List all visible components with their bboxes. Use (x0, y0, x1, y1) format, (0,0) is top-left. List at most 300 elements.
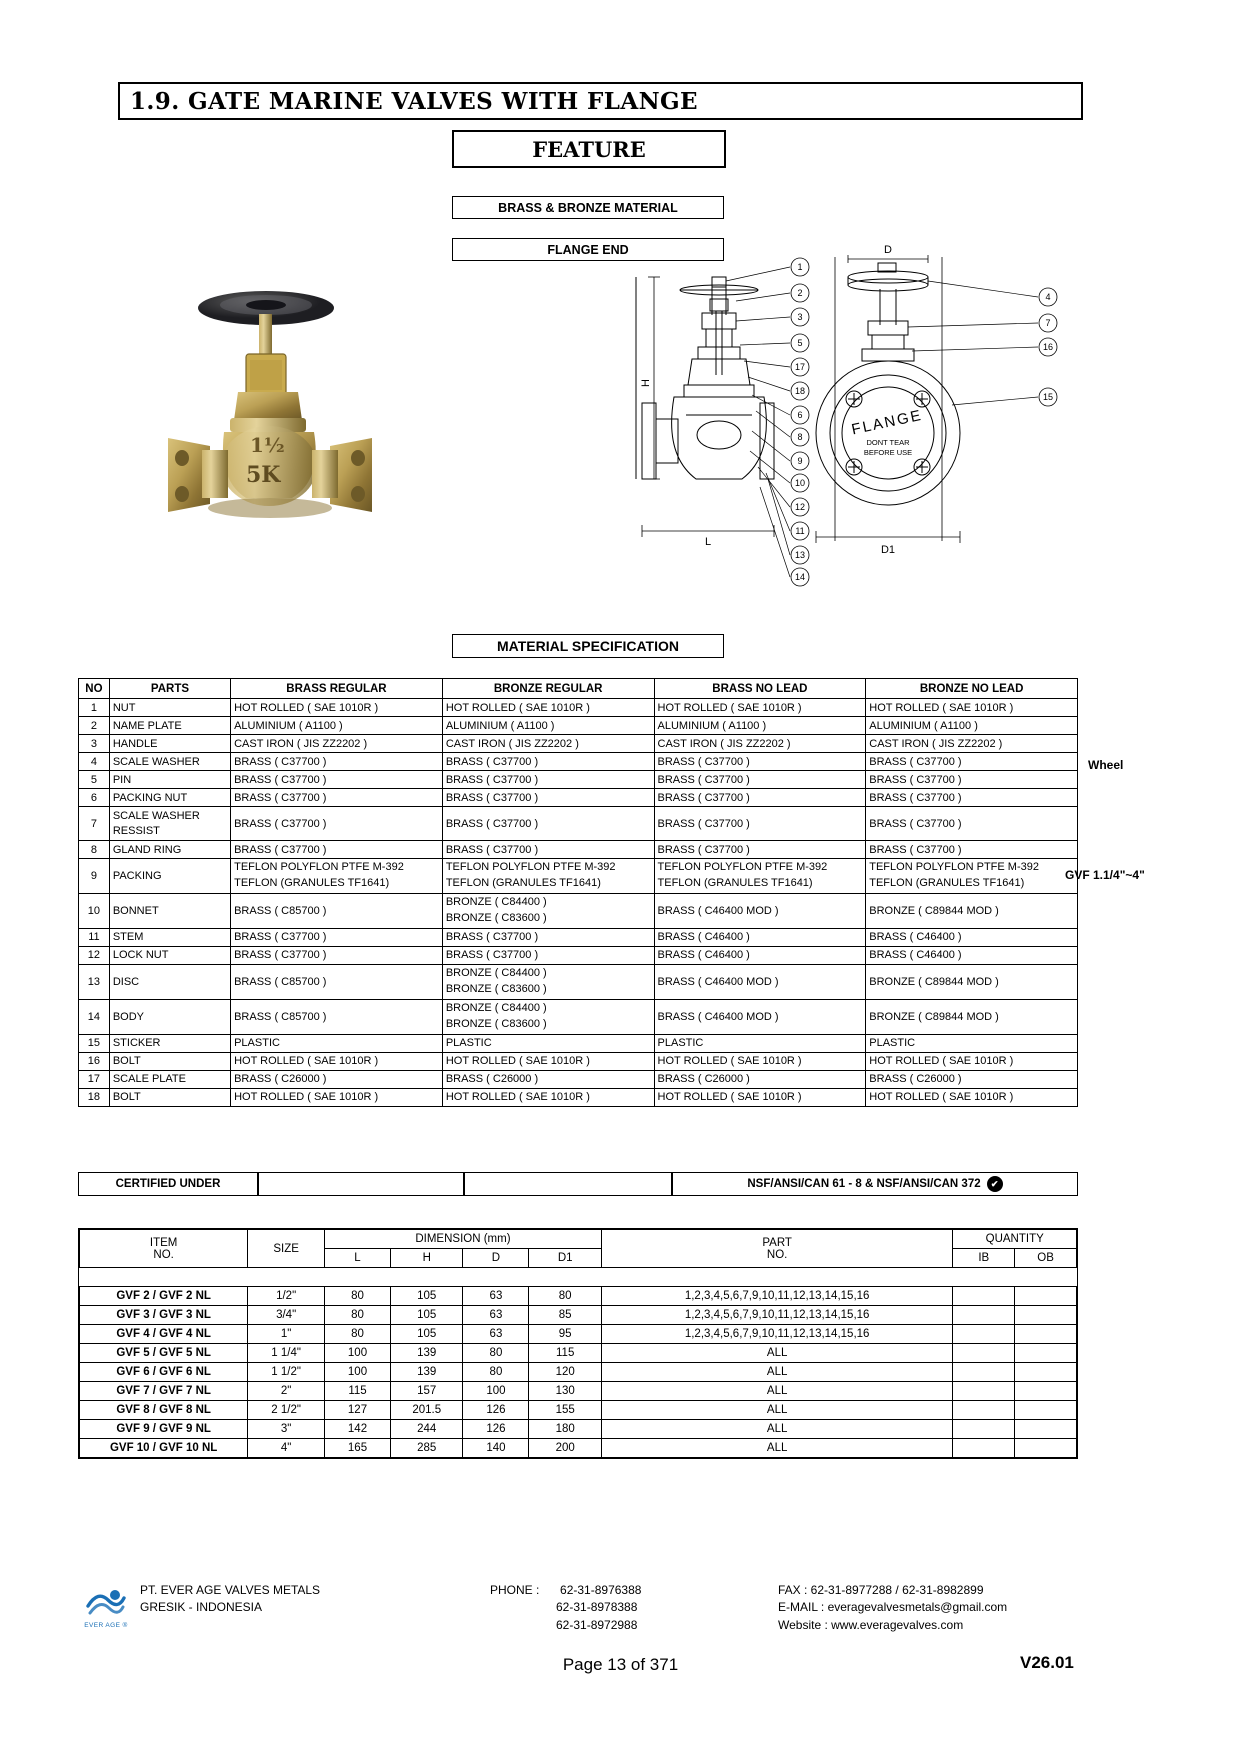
material-row-bronze-no-lead: HOT ROLLED ( SAE 1010R ) (866, 699, 1078, 717)
material-row-part: SCALE WASHER (109, 753, 230, 771)
dim-row-H: 105 (391, 1306, 463, 1325)
col-parts: PARTS (109, 679, 230, 699)
material-row-bronze-regular: BRASS ( C26000 ) (442, 1070, 654, 1088)
material-row-brass-no-lead: ALUMINIUM ( A1100 ) (654, 717, 866, 735)
page-title-text: 1.9. GATE MARINE VALVES WITH FLANGE (130, 87, 698, 115)
material-row-brass-regular: TEFLON POLYFLON PTFE M-392 TEFLON (GRANULES TF1641) (231, 859, 443, 894)
material-row-brass-regular: BRASS ( C37700 ) (231, 928, 443, 946)
page-number: Page 13 of 371 (562, 1655, 679, 1674)
table-row (79, 789, 1078, 807)
material-row-brass-regular: BRASS ( C85700 ) (231, 893, 443, 928)
dim-row-L: 100 (324, 1363, 390, 1382)
dim-row-part: 1,2,3,4,5,6,7,9,10,11,12,13,14,15,16 (601, 1287, 953, 1306)
svg-text:4: 4 (1045, 292, 1051, 302)
page-title (118, 82, 1083, 120)
material-row-no: 3 (79, 735, 110, 753)
svg-text:5: 5 (797, 338, 803, 348)
material-row-part: DISC (109, 964, 230, 999)
svg-text:15: 15 (1042, 392, 1054, 402)
dim-row-part: ALL (601, 1344, 953, 1363)
dim-row-ib (953, 1325, 1015, 1344)
material-row-bronze-no-lead: CAST IRON ( JIS ZZ2202 ) (866, 735, 1078, 753)
material-row-part: BOLT (109, 1052, 230, 1070)
dim-row-size: 1/2" (248, 1287, 325, 1306)
material-row-bronze-no-lead: BRASS ( C26000 ) (866, 1070, 1078, 1088)
dim-row-ob (1015, 1287, 1077, 1306)
footer-website: Website : www.everagevalves.com (778, 1617, 964, 1632)
material-row-bronze-regular: HOT ROLLED ( SAE 1010R ) (442, 1088, 654, 1106)
material-row-bronze-regular: HOT ROLLED ( SAE 1010R ) (442, 699, 654, 717)
table-row (79, 771, 1078, 789)
material-row-bronze-no-lead: HOT ROLLED ( SAE 1010R ) (866, 1088, 1078, 1106)
table-row (79, 699, 1078, 717)
dimension-header-row-1 (80, 1230, 1077, 1249)
dim-row-item: GVF 6 / GVF 6 NL (80, 1363, 248, 1382)
certified-value-text: NSF/ANSI/CAN 61 - 8 & NSF/ANSI/CAN 372 (747, 1178, 981, 1190)
footer-fax: FAX : 62-31-8977288 / 62-31-8982899 (778, 1583, 984, 1597)
dim-row-D1: 95 (529, 1325, 601, 1344)
material-row-bronze-regular: BRASS ( C37700 ) (442, 807, 654, 841)
feature-heading (452, 130, 726, 168)
note-wheel: Wheel (1088, 758, 1124, 772)
feature-material-label (452, 196, 724, 219)
dim-row-D: 100 (463, 1382, 529, 1401)
material-row-bronze-no-lead: HOT ROLLED ( SAE 1010R ) (866, 1052, 1078, 1070)
material-row-no: 1 (79, 699, 110, 717)
material-row-bronze-regular: BRONZE ( C84400 ) BRONZE ( C83600 ) (442, 964, 654, 999)
dim-row-D: 126 (463, 1420, 529, 1439)
material-row-bronze-no-lead: BRASS ( C37700 ) (866, 841, 1078, 859)
col-brass-no-lead: BRASS NO LEAD (654, 679, 866, 699)
material-row-brass-no-lead: PLASTIC (654, 1034, 866, 1052)
footer-phone-label: PHONE : (490, 1583, 540, 1597)
material-row-bronze-regular: BRASS ( C37700 ) (442, 841, 654, 859)
material-row-bronze-no-lead: ALUMINIUM ( A1100 ) (866, 717, 1078, 735)
material-row-part: BOLT (109, 1088, 230, 1106)
dim-col-D1: D1 (529, 1249, 601, 1268)
dim-row-ib (953, 1287, 1015, 1306)
dim-row-D1: 85 (529, 1306, 601, 1325)
dim-row-part: ALL (601, 1420, 953, 1439)
dim-row-ib (953, 1344, 1015, 1363)
svg-text:BEFORE USE: BEFORE USE (863, 448, 913, 457)
dim-row-ib (953, 1439, 1015, 1458)
dim-row-ob (1015, 1344, 1077, 1363)
dim-row-item: GVF 8 / GVF 8 NL (80, 1401, 248, 1420)
table-row (79, 859, 1078, 894)
dim-row-L: 80 (324, 1325, 390, 1344)
material-row-bronze-no-lead: PLASTIC (866, 1034, 1078, 1052)
material-row-part: PIN (109, 771, 230, 789)
material-row-brass-no-lead: BRASS ( C37700 ) (654, 807, 866, 841)
material-row-bronze-no-lead: BRASS ( C37700 ) (866, 807, 1078, 841)
table-row (79, 946, 1078, 964)
table-row (79, 1070, 1078, 1088)
col-brass-regular: BRASS REGULAR (231, 679, 443, 699)
material-spec-heading-text: MATERIAL SPECIFICATION (497, 638, 679, 654)
material-row-bronze-regular: BRASS ( C37700 ) (442, 928, 654, 946)
material-row-bronze-no-lead: BRONZE ( C89844 MOD ) (866, 999, 1078, 1034)
material-row-brass-regular: HOT ROLLED ( SAE 1010R ) (231, 1052, 443, 1070)
material-row-bronze-regular: BRASS ( C37700 ) (442, 771, 654, 789)
material-row-bronze-no-lead: BRASS ( C37700 ) (866, 771, 1078, 789)
material-row-no: 2 (79, 717, 110, 735)
dim-row-size: 2 1/2" (248, 1401, 325, 1420)
material-row-part: STEM (109, 928, 230, 946)
certified-label: CERTIFIED UNDER (78, 1172, 258, 1196)
dim-col-H: H (391, 1249, 463, 1268)
table-row (79, 841, 1078, 859)
dim-col-dimension: DIMENSION (mm) (324, 1230, 601, 1249)
dim-row-size: 3" (248, 1420, 325, 1439)
dim-row-size: 1 1/4" (248, 1344, 325, 1363)
material-row-brass-no-lead: BRASS ( C37700 ) (654, 771, 866, 789)
material-row-no: 11 (79, 928, 110, 946)
material-row-brass-no-lead: BRASS ( C46400 MOD ) (654, 893, 866, 928)
svg-text:9: 9 (797, 456, 803, 466)
table-row (80, 1439, 1077, 1458)
dimension-table (79, 1229, 1077, 1458)
material-row-brass-no-lead: HOT ROLLED ( SAE 1010R ) (654, 1052, 866, 1070)
material-row-no: 15 (79, 1034, 110, 1052)
svg-text:2: 2 (797, 288, 803, 298)
material-row-no: 14 (79, 999, 110, 1034)
dim-row-D: 63 (463, 1325, 529, 1344)
dim-row-item: GVF 3 / GVF 3 NL (80, 1306, 248, 1325)
ever-age-swirl-icon (84, 1586, 128, 1620)
footer-phone-block (490, 1582, 641, 1634)
dim-row-H: 244 (391, 1420, 463, 1439)
certified-value (672, 1172, 1078, 1196)
dim-row-L: 80 (324, 1287, 390, 1306)
svg-text:6: 6 (797, 410, 803, 420)
company-logo (78, 1580, 134, 1634)
material-row-no: 17 (79, 1070, 110, 1088)
dim-row-size: 2" (248, 1382, 325, 1401)
feature-material-text: BRASS & BRONZE MATERIAL (498, 200, 678, 215)
material-row-bronze-regular: HOT ROLLED ( SAE 1010R ) (442, 1052, 654, 1070)
svg-text:14: 14 (794, 572, 806, 582)
svg-text:5K: 5K (246, 462, 281, 488)
dim-row-H: 285 (391, 1439, 463, 1458)
dim-row-L: 115 (324, 1382, 390, 1401)
material-row-brass-no-lead: BRASS ( C37700 ) (654, 789, 866, 807)
material-row-part: STICKER (109, 1034, 230, 1052)
dim-row-ib (953, 1306, 1015, 1325)
footer-email: E-MAIL : everagevalvesmetals@gmail.com (778, 1600, 1008, 1615)
material-row-brass-regular: PLASTIC (231, 1034, 443, 1052)
dim-row-part: ALL (601, 1363, 953, 1382)
footer-company: PT. EVER AGE VALVES METALS (140, 1583, 321, 1597)
dim-col-quantity: QUANTITY (953, 1230, 1077, 1249)
svg-text:11: 11 (795, 526, 805, 536)
dim-row-D1: 115 (529, 1344, 601, 1363)
material-row-bronze-regular: TEFLON POLYFLON PTFE M-392 TEFLON (GRANULES TF1641) (442, 859, 654, 894)
table-row (80, 1287, 1077, 1306)
table-row (80, 1325, 1077, 1344)
material-row-brass-regular: BRASS ( C37700 ) (231, 771, 443, 789)
table-row (80, 1344, 1077, 1363)
dim-row-D: 63 (463, 1287, 529, 1306)
material-row-part: BONNET (109, 893, 230, 928)
table-row (79, 1034, 1078, 1052)
dim-row-L: 80 (324, 1306, 390, 1325)
dim-row-ob (1015, 1439, 1077, 1458)
dim-row-D: 140 (463, 1439, 529, 1458)
svg-text:D1: D1 (880, 544, 896, 556)
material-row-part: LOCK NUT (109, 946, 230, 964)
material-row-bronze-regular: BRONZE ( C84400 ) BRONZE ( C83600 ) (442, 999, 654, 1034)
dim-col-L: L (324, 1249, 390, 1268)
col-bronze-regular: BRONZE REGULAR (442, 679, 654, 699)
svg-text:13: 13 (794, 550, 806, 560)
material-row-bronze-no-lead: BRONZE ( C89844 MOD ) (866, 964, 1078, 999)
dim-col-D: D (463, 1249, 529, 1268)
dim-row-item: GVF 10 / GVF 10 NL (80, 1439, 248, 1458)
dim-row-D: 126 (463, 1401, 529, 1420)
dim-row-D1: 120 (529, 1363, 601, 1382)
dim-row-D1: 200 (529, 1439, 601, 1458)
dim-col-item-line2: NO. (153, 1248, 174, 1261)
dim-row-ob (1015, 1306, 1077, 1325)
dim-col-size: SIZE (248, 1230, 325, 1268)
material-spec-heading (452, 634, 724, 658)
material-row-bronze-no-lead: BRASS ( C37700 ) (866, 789, 1078, 807)
dim-row-part: 1,2,3,4,5,6,7,9,10,11,12,13,14,15,16 (601, 1325, 953, 1344)
material-row-brass-regular: CAST IRON ( JIS ZZ2202 ) (231, 735, 443, 753)
nsf-logo-icon: ✔ (987, 1176, 1003, 1192)
material-row-bronze-no-lead: BRASS ( C37700 ) (866, 753, 1078, 771)
material-row-bronze-no-lead: BRASS ( C46400 ) (866, 946, 1078, 964)
dim-row-part: ALL (601, 1382, 953, 1401)
table-row (79, 893, 1078, 928)
material-row-bronze-regular: CAST IRON ( JIS ZZ2202 ) (442, 735, 654, 753)
dim-row-item: GVF 4 / GVF 4 NL (80, 1325, 248, 1344)
material-row-brass-no-lead: BRASS ( C46400 MOD ) (654, 964, 866, 999)
dim-row-D1: 155 (529, 1401, 601, 1420)
material-row-part: SCALE WASHER RESSIST (109, 807, 230, 841)
footer-phone-2: 62-31-8978388 (556, 1600, 638, 1615)
feature-heading-text: FEATURE (532, 136, 646, 162)
material-row-brass-regular: BRASS ( C37700 ) (231, 841, 443, 859)
table-row (80, 1306, 1077, 1325)
material-row-part: BODY (109, 999, 230, 1034)
material-row-brass-regular: BRASS ( C37700 ) (231, 807, 443, 841)
dim-row-part: ALL (601, 1401, 953, 1420)
dimension-spacer-row (80, 1268, 1077, 1287)
material-row-brass-no-lead: BRASS ( C37700 ) (654, 753, 866, 771)
material-row-no: 16 (79, 1052, 110, 1070)
material-row-brass-no-lead: BRASS ( C46400 ) (654, 946, 866, 964)
dim-row-H: 105 (391, 1287, 463, 1306)
material-row-bronze-regular: BRASS ( C37700 ) (442, 946, 654, 964)
table-row (79, 999, 1078, 1034)
material-row-part: NAME PLATE (109, 717, 230, 735)
dim-row-L: 165 (324, 1439, 390, 1458)
material-row-part: SCALE PLATE (109, 1070, 230, 1088)
svg-text:L: L (704, 536, 712, 548)
svg-text:17: 17 (794, 362, 806, 372)
svg-text:10: 10 (794, 478, 806, 488)
dim-row-D1: 130 (529, 1382, 601, 1401)
table-row (79, 735, 1078, 753)
footer-phone-1: 62-31-8976388 (560, 1583, 642, 1597)
footer-phone-3: 62-31-8972988 (556, 1617, 638, 1632)
dim-row-ob (1015, 1363, 1077, 1382)
dim-row-part: 1,2,3,4,5,6,7,9,10,11,12,13,14,15,16 (601, 1306, 953, 1325)
certified-blank-1 (258, 1172, 464, 1196)
material-row-no: 9 (79, 859, 110, 894)
dim-row-L: 127 (324, 1401, 390, 1420)
svg-text:FLANGE: FLANGE (850, 406, 925, 439)
material-row-brass-regular: BRASS ( C26000 ) (231, 1070, 443, 1088)
material-row-no: 6 (79, 789, 110, 807)
table-row (79, 1052, 1078, 1070)
dim-col-IB: IB (953, 1249, 1015, 1268)
dim-row-ob (1015, 1382, 1077, 1401)
svg-text:1½: 1½ (250, 433, 285, 457)
material-row-bronze-no-lead: TEFLON POLYFLON PTFE M-392 TEFLON (GRANULES TF1641) (866, 859, 1078, 894)
material-row-part: PACKING NUT (109, 789, 230, 807)
material-row-no: 7 (79, 807, 110, 841)
dim-col-part-line2: NO. (766, 1248, 788, 1261)
dim-row-size: 1" (248, 1325, 325, 1344)
dim-row-H: 139 (391, 1344, 463, 1363)
dim-row-item: GVF 9 / GVF 9 NL (80, 1420, 248, 1439)
material-row-bronze-no-lead: BRASS ( C46400 ) (866, 928, 1078, 946)
table-row (80, 1420, 1077, 1439)
material-row-no: 8 (79, 841, 110, 859)
material-row-part: NUT (109, 699, 230, 717)
material-row-brass-regular: BRASS ( C85700 ) (231, 964, 443, 999)
material-row-no: 4 (79, 753, 110, 771)
material-row-bronze-regular: PLASTIC (442, 1034, 654, 1052)
table-row (80, 1382, 1077, 1401)
dim-row-L: 142 (324, 1420, 390, 1439)
material-row-no: 10 (79, 893, 110, 928)
dim-row-size: 1 1/2" (248, 1363, 325, 1382)
dim-row-H: 139 (391, 1363, 463, 1382)
dim-row-ob (1015, 1401, 1077, 1420)
material-row-brass-no-lead: BRASS ( C37700 ) (654, 841, 866, 859)
svg-text:D: D (884, 244, 892, 256)
svg-text:18: 18 (794, 386, 806, 396)
dim-row-ib (953, 1363, 1015, 1382)
table-row (79, 717, 1078, 735)
dim-row-D: 80 (463, 1363, 529, 1382)
svg-text:12: 12 (794, 502, 806, 512)
material-table (78, 678, 1078, 1107)
material-row-brass-regular: BRASS ( C37700 ) (231, 946, 443, 964)
dimension-table-wrap (78, 1228, 1078, 1459)
material-row-no: 18 (79, 1088, 110, 1106)
dim-row-D: 63 (463, 1306, 529, 1325)
certified-blank-2 (464, 1172, 672, 1196)
dim-row-H: 157 (391, 1382, 463, 1401)
dim-row-ob (1015, 1325, 1077, 1344)
material-row-brass-regular: ALUMINIUM ( A1100 ) (231, 717, 443, 735)
dim-col-OB: OB (1015, 1249, 1077, 1268)
material-row-bronze-regular: ALUMINIUM ( A1100 ) (442, 717, 654, 735)
logo-text: EVER AGE ® (84, 1621, 128, 1629)
dim-row-D: 80 (463, 1344, 529, 1363)
valve-photo (150, 280, 410, 570)
dim-row-item: GVF 7 / GVF 7 NL (80, 1382, 248, 1401)
dim-col-item (80, 1230, 248, 1268)
material-row-brass-regular: HOT ROLLED ( SAE 1010R ) (231, 1088, 443, 1106)
material-row-no: 12 (79, 946, 110, 964)
material-row-no: 5 (79, 771, 110, 789)
footer-contact-block (778, 1582, 1007, 1634)
document-version: V26.01 (1020, 1653, 1074, 1672)
svg-text:3: 3 (797, 312, 803, 322)
table-row (79, 807, 1078, 841)
material-row-part: HANDLE (109, 735, 230, 753)
dim-row-ib (953, 1420, 1015, 1439)
dim-row-size: 3/4" (248, 1306, 325, 1325)
svg-text:DONT TEAR: DONT TEAR (866, 438, 910, 447)
material-table-header-row (79, 679, 1078, 699)
dim-row-item: GVF 2 / GVF 2 NL (80, 1287, 248, 1306)
svg-text:H: H (640, 379, 652, 387)
col-no: NO (79, 679, 110, 699)
dim-row-D1: 180 (529, 1420, 601, 1439)
material-row-bronze-regular: BRONZE ( C84400 ) BRONZE ( C83600 ) (442, 893, 654, 928)
footer-company-block (140, 1582, 320, 1617)
material-row-bronze-no-lead: BRONZE ( C89844 MOD ) (866, 893, 1078, 928)
feature-end-text: FLANGE END (547, 242, 629, 257)
note-gvf-range: GVF 1.1/4"~4" (1065, 868, 1145, 882)
dim-row-H: 201.5 (391, 1401, 463, 1420)
dim-row-D1: 80 (529, 1287, 601, 1306)
technical-drawing (640, 244, 1100, 615)
dim-col-part (601, 1230, 953, 1268)
material-row-brass-regular: BRASS ( C85700 ) (231, 999, 443, 1034)
material-row-no: 13 (79, 964, 110, 999)
material-row-brass-no-lead: BRASS ( C26000 ) (654, 1070, 866, 1088)
dim-row-L: 100 (324, 1344, 390, 1363)
material-row-brass-no-lead: CAST IRON ( JIS ZZ2202 ) (654, 735, 866, 753)
material-row-bronze-regular: BRASS ( C37700 ) (442, 753, 654, 771)
material-row-brass-no-lead: BRASS ( C46400 MOD ) (654, 999, 866, 1034)
dim-row-item: GVF 5 / GVF 5 NL (80, 1344, 248, 1363)
dim-row-ib (953, 1401, 1015, 1420)
dim-col-item-line1: ITEM (149, 1236, 178, 1249)
dim-row-ib (953, 1382, 1015, 1401)
material-row-bronze-regular: BRASS ( C37700 ) (442, 789, 654, 807)
material-row-brass-no-lead: BRASS ( C46400 ) (654, 928, 866, 946)
certified-row (78, 1172, 1078, 1196)
dim-row-size: 4" (248, 1439, 325, 1458)
material-row-brass-regular: BRASS ( C37700 ) (231, 753, 443, 771)
dim-row-H: 105 (391, 1325, 463, 1344)
svg-text:8: 8 (797, 432, 803, 442)
material-row-brass-no-lead: HOT ROLLED ( SAE 1010R ) (654, 1088, 866, 1106)
material-row-part: PACKING (109, 859, 230, 894)
table-row (79, 753, 1078, 771)
dim-row-ob (1015, 1420, 1077, 1439)
svg-text:7: 7 (1045, 318, 1051, 328)
dim-row-part: ALL (601, 1439, 953, 1458)
svg-text:1: 1 (797, 262, 803, 272)
svg-text:16: 16 (1042, 342, 1054, 352)
material-row-part: GLAND RING (109, 841, 230, 859)
material-row-brass-regular: HOT ROLLED ( SAE 1010R ) (231, 699, 443, 717)
table-row (80, 1401, 1077, 1420)
material-row-brass-no-lead: HOT ROLLED ( SAE 1010R ) (654, 699, 866, 717)
material-row-brass-regular: BRASS ( C37700 ) (231, 789, 443, 807)
material-row-brass-no-lead: TEFLON POLYFLON PTFE M-392 TEFLON (GRANULES TF1641) (654, 859, 866, 894)
